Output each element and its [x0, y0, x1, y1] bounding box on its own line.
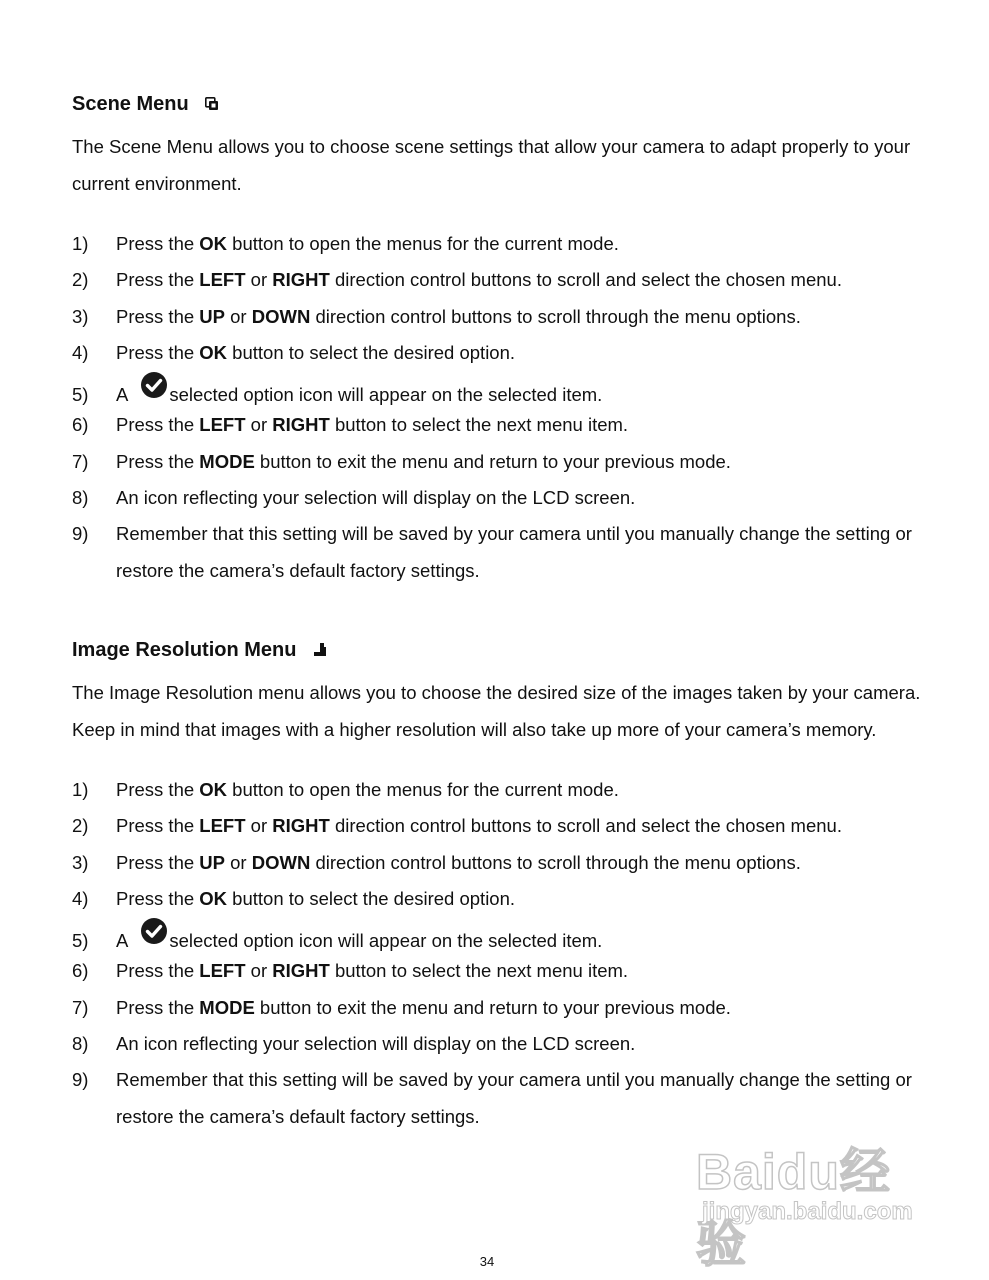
step-text [116, 888, 515, 909]
scene-menu-steps [72, 226, 922, 589]
list-item [72, 808, 922, 844]
step-text-fragment: Press the [116, 996, 200, 1018]
step-text [116, 233, 619, 254]
step-text-fragment: An icon reflecting your selection will display on the LCD screen. [116, 487, 636, 509]
button-name: RIGHT [272, 414, 330, 436]
step-number: 7) [72, 450, 89, 472]
button-name: UP [199, 305, 225, 327]
step-text-fragment: button to select the next menu item. [329, 960, 629, 982]
button-name: LEFT [199, 414, 246, 436]
image-resolution-steps [72, 772, 922, 1135]
step-text-fragment: Press the [116, 887, 200, 909]
button-name: LEFT [199, 960, 246, 982]
step-number: 4) [72, 341, 89, 363]
step-text [116, 306, 801, 327]
list-item [72, 480, 922, 516]
step-text-fragment: direction control buttons to scroll through the menu options. [310, 305, 801, 327]
list-item [72, 881, 922, 917]
image-resolution-intro: The Image Resolution menu allows you to choose the desired size of the images taken by your camera. Keep in mind that images with a higher resolution will also take up more of your camera’s memory. [72, 682, 921, 740]
step-text-fragment: or [245, 815, 273, 837]
step-text-fragment: or [225, 305, 252, 327]
step-text-fragment: A [116, 930, 129, 952]
list-item [72, 516, 922, 589]
step-number: 2) [72, 269, 89, 291]
step-text [116, 815, 842, 836]
list-item [72, 335, 922, 371]
button-name: OK [199, 779, 228, 800]
scene-menu-heading [72, 88, 922, 120]
step-text [116, 451, 731, 472]
step-text-fragment: or [245, 269, 273, 291]
step-text [116, 852, 801, 873]
step-text-fragment: Press the [116, 851, 200, 873]
step-text-fragment: or [245, 414, 273, 436]
step-text [116, 960, 628, 981]
button-name: MODE [199, 450, 255, 472]
list-item [72, 407, 922, 443]
step-text-fragment: button to select the desired option. [227, 341, 516, 363]
step-text [116, 523, 912, 580]
selected-option-check-icon [140, 917, 168, 945]
page-number: 34 [479, 1254, 495, 1269]
step-text-fragment: button to select the next menu item. [329, 414, 629, 436]
step-text [116, 487, 635, 508]
list-item [72, 845, 922, 881]
list-item [72, 953, 922, 989]
step-text-fragment: A [116, 384, 129, 406]
button-name: LEFT [199, 815, 246, 837]
step-number: 8) [72, 1033, 89, 1055]
step-text [116, 384, 602, 405]
button-name: RIGHT [272, 960, 330, 982]
step-text-fragment: Remember that this setting will be saved by your camera until you manually change the setting or restore the camera’s default factory settings. [116, 523, 912, 581]
step-text-fragment: selected option icon will appear on the selected item. [169, 384, 603, 406]
step-text-fragment: selected option icon will appear on the selected item. [169, 930, 603, 952]
list-item [72, 299, 922, 335]
step-text-fragment: Press the [116, 450, 200, 472]
step-number: 4) [72, 887, 89, 909]
step-number: 9) [72, 523, 89, 545]
step-text [116, 342, 515, 363]
step-text-fragment: button to exit the menu and return to your previous mode. [254, 996, 731, 1018]
button-name: OK [199, 341, 228, 363]
step-text-fragment: Press the [116, 815, 200, 837]
step-text-fragment: direction control buttons to scroll and select the chosen menu. [329, 815, 842, 837]
step-text-fragment: Press the [116, 779, 200, 800]
button-name: LEFT [199, 269, 246, 291]
step-text [116, 930, 602, 951]
image-resolution-icon [312, 643, 328, 657]
step-text-fragment: direction control buttons to scroll and select the chosen menu. [329, 269, 842, 291]
list-item [72, 1062, 922, 1135]
step-text-fragment: An icon reflecting your selection will display on the LCD screen. [116, 1033, 636, 1055]
image-resolution-section [72, 634, 922, 1135]
scene-menu-icon [205, 97, 219, 111]
watermark-url: jingyan.baidu.com [702, 1198, 913, 1225]
step-text-fragment: Press the [116, 305, 200, 327]
step-number: 3) [72, 305, 89, 327]
list-item [72, 772, 922, 808]
scene-menu-section [72, 88, 922, 589]
step-number: 6) [72, 414, 89, 436]
list-item [72, 1026, 922, 1062]
step-text-fragment: button to open the menus for the current mode. [227, 233, 619, 254]
step-number: 6) [72, 960, 89, 982]
watermark-logo-text: Baidu经验 [696, 1144, 891, 1272]
step-number: 5) [72, 930, 89, 952]
button-name: UP [199, 851, 225, 873]
step-text [116, 1069, 912, 1126]
button-name: DOWN [251, 851, 311, 873]
step-text-fragment: button to select the desired option. [227, 887, 516, 909]
step-text-fragment: or [245, 960, 273, 982]
step-text-fragment: or [225, 851, 252, 873]
list-item [72, 226, 922, 262]
step-text-fragment: Press the [116, 414, 200, 436]
step-number: 1) [72, 779, 89, 800]
step-text-fragment: direction control buttons to scroll through the menu options. [310, 851, 801, 873]
button-name: OK [199, 233, 228, 254]
list-item [72, 444, 922, 480]
button-name: MODE [199, 996, 255, 1018]
button-name: RIGHT [272, 815, 330, 837]
step-number: 1) [72, 233, 89, 254]
step-number: 8) [72, 487, 89, 509]
step-text-fragment: button to open the menus for the current mode. [227, 779, 619, 800]
selected-option-check-icon [140, 371, 168, 399]
scene-menu-title: Scene Menu [72, 93, 189, 115]
image-resolution-title: Image Resolution Menu [72, 639, 297, 661]
step-number: 7) [72, 996, 89, 1018]
step-number: 3) [72, 851, 89, 873]
step-text-fragment: button to exit the menu and return to your previous mode. [254, 450, 731, 472]
baidu-watermark [696, 1132, 936, 1272]
step-text-fragment: Press the [116, 233, 200, 254]
image-resolution-heading [72, 634, 922, 666]
scene-menu-intro: The Scene Menu allows you to choose scene settings that allow your camera to adapt properly to your current environment. [72, 136, 911, 194]
button-name: RIGHT [272, 269, 330, 291]
step-text-fragment: Press the [116, 341, 200, 363]
step-number: 5) [72, 384, 89, 406]
step-text-fragment: Press the [116, 960, 200, 982]
step-text-fragment: Remember that this setting will be saved by your camera until you manually change the setting or restore the camera’s default factory settings. [116, 1069, 912, 1127]
button-name: DOWN [251, 305, 311, 327]
step-text [116, 269, 842, 290]
list-item [72, 262, 922, 298]
step-text [116, 414, 628, 435]
list-item [72, 990, 922, 1026]
step-text [116, 997, 731, 1018]
step-number: 9) [72, 1069, 89, 1091]
step-text [116, 1033, 635, 1054]
step-number: 2) [72, 815, 89, 837]
button-name: OK [199, 887, 228, 909]
step-text [116, 779, 619, 800]
step-text-fragment: Press the [116, 269, 200, 291]
